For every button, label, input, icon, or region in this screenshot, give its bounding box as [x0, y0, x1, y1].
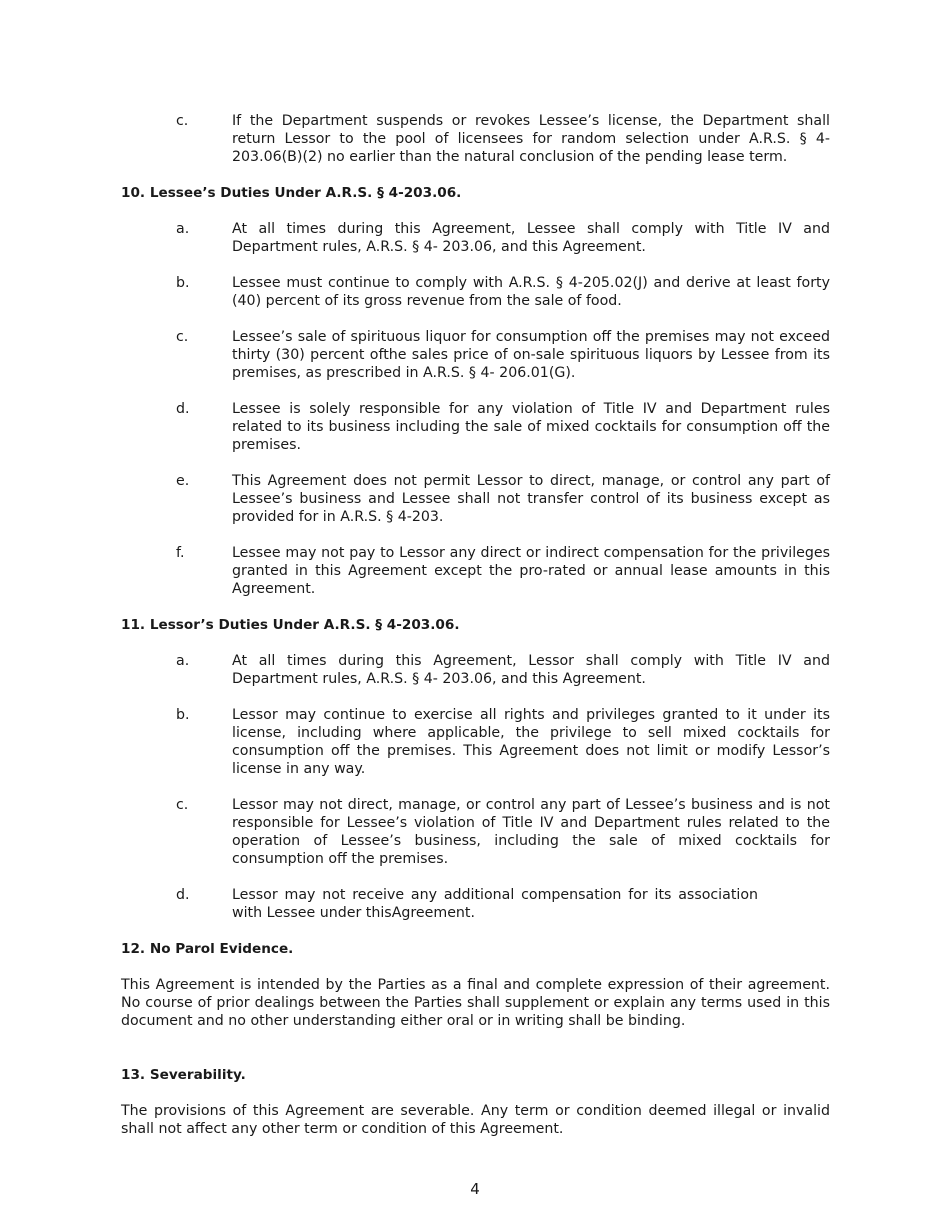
list-item [176, 112, 830, 166]
document-page [121, 112, 830, 1138]
list-item [176, 220, 830, 256]
list-item-text: Lessee must continue to comply with A.R.S. § 4-205.02(J) and derive at least forty (40) percent of its gross revenue from the sale of food. [232, 275, 830, 309]
list-item-letter: a. [176, 221, 190, 237]
list-item-letter: c. [176, 113, 189, 129]
list-item-text: Lessee may not pay to Lessor any direct or indirect compensation for the privileges granted in this Agreement except the pro-rated or annual lease amounts in this Agreement. [232, 545, 830, 597]
list-item [176, 544, 830, 598]
section-body: The provisions of this Agreement are severable. Any term or condition deemed illegal or invalid shall not affect any other term or condition of this Agreement. [121, 1103, 830, 1137]
section-heading: 12. No Parol Evidence. [121, 941, 294, 957]
list-item [176, 652, 830, 688]
list-item [176, 886, 830, 922]
list-item-letter: c. [176, 797, 189, 813]
list-item-letter: f. [176, 545, 185, 561]
list-item-text: At all times during this Agreement, Lessee shall comply with Title IV and Department rules, A.R.S. § 4- 203.06, and this Agreement. [232, 221, 830, 255]
page-number: 4 [470, 1180, 480, 1198]
list-item-letter: d. [176, 401, 190, 417]
list-item-letter: b. [176, 707, 190, 723]
section-body: This Agreement is intended by the Parties as a final and complete expression of their agreement. No course of prior dealings between the Parties shall supplement or explain any terms used in this document and no other understanding either oral or in writing shall be binding. [121, 977, 830, 1029]
section-heading: 11. Lessor’s Duties Under A.R.S. § 4-203.06. [121, 617, 460, 633]
list-item-text: At all times during this Agreement, Lessor shall comply with Title IV and Department rules, A.R.S. § 4- 203.06, and this Agreement. [232, 653, 830, 687]
list-item-text: Lessor may not direct, manage, or control any part of Lessee’s business and is not responsible for Lessee’s violation of Title IV and Department rules related to the operation of Lessee’s business, including the sale of mixed cocktails for consumption off the premises. [232, 797, 830, 867]
section-heading: 13. Severability. [121, 1067, 246, 1083]
list-item-letter: c. [176, 329, 189, 345]
section-heading: 10. Lessee’s Duties Under A.R.S. § 4-203.06. [121, 185, 462, 201]
list-item-text: If the Department suspends or revokes Lessee’s license, the Department shall return Lessor to the pool of licensees for random selection under A.R.S. § 4-203.06(B)(2) no earlier than the natural conclusion of the pending lease term. [232, 113, 830, 165]
list-item-text: Lessee is solely responsible for any violation of Title IV and Department rules related to its business including the sale of mixed cocktails for consumption off the premises. [232, 401, 830, 453]
list-item-letter: a. [176, 653, 190, 669]
list-item-letter: d. [176, 887, 190, 903]
list-item-text: Lessor may continue to exercise all rights and privileges granted to it under its license, including where applicable, the privilege to sell mixed cocktails for consumption off the premises. This Agreement does not limit or modify Lessor’s license in any way. [232, 707, 830, 777]
list-item-text-line: with Lessee under thisAgreement. [232, 905, 475, 921]
list-item [176, 328, 830, 382]
list-item-text: This Agreement does not permit Lessor to direct, manage, or control any part of Lessee’s business and Lessee shall not transfer control of its business except as provided for in A.R.S. § 4-203. [232, 473, 830, 525]
list-item [176, 796, 830, 868]
list-item [176, 472, 830, 526]
list-item-letter: b. [176, 275, 190, 291]
list-item-text [232, 886, 830, 922]
list-item [176, 400, 830, 454]
list-item [176, 274, 830, 310]
list-item-text-line: Lessor may not receive any additional compensation for its association [232, 887, 758, 903]
list-item-letter: e. [176, 473, 190, 489]
list-item [176, 706, 830, 778]
list-item-text: Lessee’s sale of spirituous liquor for consumption off the premises may not exceed thirty (30) percent ofthe sales price of on-sale spirituous liquors by Lessee from its premises, as prescribed in A.R.S. § 4- 206.01(G). [232, 329, 830, 381]
